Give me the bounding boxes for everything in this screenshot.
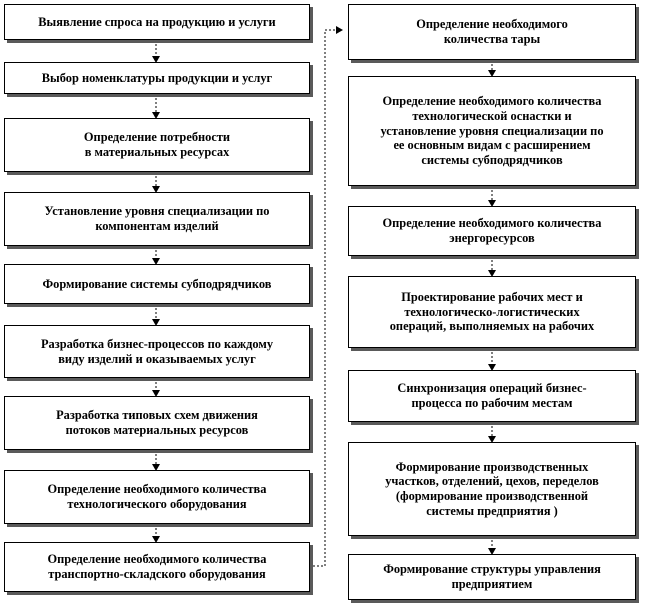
step-label: Выявление спроса на продукцию и услуги [38,14,276,29]
step-material-needs [4,118,310,172]
step-warehouse-equipment [4,542,310,592]
step-material-flow-schemes [4,396,310,450]
step-label: Формирование производственных участков, отделений, цехов, переделов (формирование производственной системы предприятия ) [385,459,599,518]
step-subcontractor-system [4,264,310,304]
step-management-structure [348,554,636,600]
step-label: Определение необходимого количества транспортно-складского оборудования [47,552,267,581]
step-label: Формирование системы субподрядчиков [42,276,272,291]
step-tooling-specialization [348,76,636,186]
step-label: Проектирование рабочих мест и технологическо-логистических операций, выполняемых на рабочих [389,290,595,334]
step-energy-resources [348,206,636,256]
step-label: Синхронизация операций бизнес- процесса по рабочим местам [397,381,587,410]
step-label: Определение необходимого количества энергоресурсов [382,216,602,245]
step-label: Определение необходимого количества технологической оснастки и установление уровня специализации по ее основным видам с расширением системы субподрядчиков [380,94,604,167]
step-label: Разработка бизнес-процессов по каждому виду изделий и оказываемых услуг [40,336,274,366]
step-label: Определение необходимого количества тары [416,17,568,46]
connector-column-link [313,30,342,566]
step-operation-synchronization [348,370,636,422]
step-label: Формирование структуры управления предприятием [383,562,601,591]
step-label: Выбор номенклатуры продукции и услуг [41,70,273,85]
step-demand-analysis [4,4,310,40]
step-workplace-design [348,276,636,348]
step-business-processes [4,325,310,378]
step-container-quantity [348,4,636,60]
step-technological-equipment [4,470,310,524]
step-production-units [348,442,636,536]
step-component-specialization [4,192,310,246]
step-nomenclature-selection [4,62,310,94]
step-label: Разработка типовых схем движения потоков материальных ресурсов [56,408,258,437]
step-label: Определение необходимого количества технологического оборудования [47,482,267,511]
step-label: Определение потребности в материальных ресурсах [83,130,231,159]
step-label: Установление уровня специализации по компонентам изделий [44,204,270,233]
